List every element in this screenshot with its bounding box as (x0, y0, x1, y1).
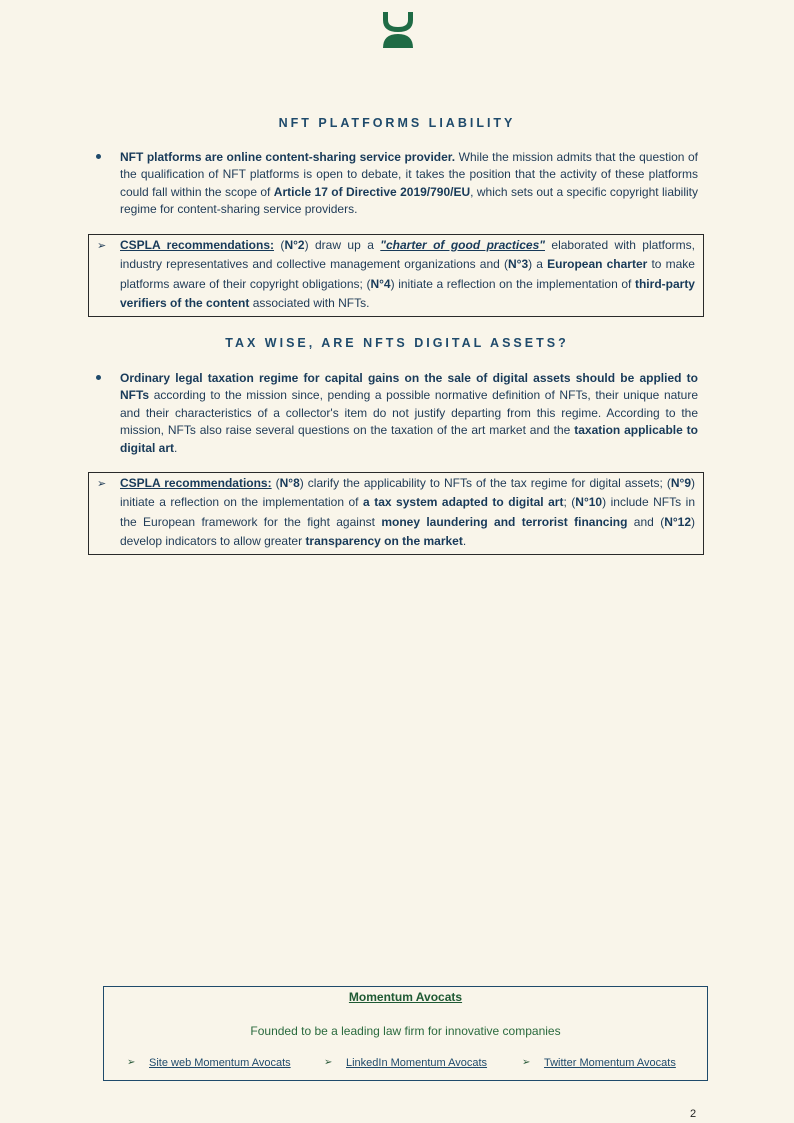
link-linkedin[interactable] (324, 1057, 488, 1069)
rec-text: associated with NFTs. (249, 295, 370, 310)
bullet-text: according to the mission since, pending a possible normative definition of NFTs, their unique nature and their characteristics of a collector's item do not justify departing from this regime. According to the mission, NFTs also raise several questions on the taxation of the art market and the (120, 388, 698, 438)
rec-text: ) develop indicators to allow greater (120, 514, 696, 548)
bullet-taxation (96, 370, 698, 457)
arrow-bullet-icon: ➢ (97, 478, 107, 490)
footer-firm-name-link[interactable]: Momentum Avocats (348, 990, 463, 1004)
rec-text: elaborated with platforms, industry representatives and collective management organizations and ( (120, 238, 695, 272)
arrow-bullet-icon: ➢ (97, 240, 107, 252)
arrow-bullet-icon: ➢ (127, 1057, 136, 1068)
rec-text: ) initiate a reflection on the implementation of (120, 476, 695, 510)
bullet-text: , which sets out a specific copyright liability regime for content-sharing service providers. (120, 184, 699, 217)
rec-text: ; ( (563, 495, 576, 510)
link-twitter[interactable] (522, 1057, 676, 1069)
section-heading-nft-platforms-liability: NFT PLATFORMS LIABILITY (278, 116, 516, 130)
rec-number: N°10 (575, 495, 603, 510)
rec-bold: money laundering and terrorist financing (381, 514, 628, 529)
page-number: 2 (690, 1108, 697, 1120)
rec-number: N°8 (279, 476, 300, 490)
rec-quote: "charter of good practices" (380, 238, 545, 252)
link-label: Twitter Momentum Avocats (544, 1057, 676, 1069)
rec-text: ( (274, 238, 285, 252)
rec-text: ( (271, 476, 280, 490)
rec-text: ) clarify the applicability to NFTs of the tax regime for digital assets; ( (299, 476, 671, 490)
recommendation-label: CSPLA recommendations: (120, 476, 272, 490)
bullet-dot-icon (96, 154, 101, 159)
rec-bold: European charter (547, 257, 648, 272)
bullet-bold-text: NFT platforms are online content-sharing service provider. (120, 150, 456, 164)
bullet-bold-text: Article 17 of Directive 2019/790/EU (273, 184, 471, 199)
rec-number: N°12 (664, 514, 692, 529)
bullet-bold-text: taxation applicable to digital art (120, 423, 698, 455)
rec-text: ) include NFTs in the European framework for the fight against (120, 495, 695, 529)
rec-bold: transparency on the market (305, 533, 463, 548)
bullet-text: . (174, 440, 178, 455)
arrow-bullet-icon: ➢ (522, 1057, 531, 1068)
section-heading-tax-wise: TAX WISE, ARE NFTS DIGITAL ASSETS? (225, 336, 569, 350)
rec-number: N°2 (284, 238, 305, 252)
recommendation-box-2 (88, 472, 704, 555)
bullet-dot-icon (96, 375, 101, 380)
rec-text: ) initiate a reflection on the implementation of (390, 276, 635, 291)
bullet-nft-platforms (96, 149, 698, 219)
rec-number: N°3 (507, 257, 529, 272)
link-label: Site web Momentum Avocats (149, 1057, 291, 1069)
rec-number: N°4 (370, 276, 391, 291)
rec-text: ) a (528, 257, 548, 272)
recommendation-box-1 (88, 234, 704, 317)
footer-box (103, 986, 708, 1081)
momentum-avocats-logo-icon (380, 10, 416, 50)
arrow-bullet-icon: ➢ (324, 1057, 333, 1068)
rec-bold: a tax system adapted to digital art (363, 495, 564, 510)
rec-number: N°9 (670, 476, 691, 490)
rec-text: to make platforms aware of their copyright obligations; ( (120, 257, 695, 291)
rec-bold: third-party verifiers of the content (120, 276, 695, 310)
recommendation-label: CSPLA recommendations: (120, 238, 275, 252)
rec-text: and ( (627, 514, 665, 529)
rec-text: . (462, 533, 467, 548)
link-site-web[interactable] (127, 1057, 291, 1069)
bullet-text: While the mission admits that the question of the qualification of NFT platforms is open to debate, it takes the position that the activity of these platforms could fall within the scope of (120, 150, 699, 199)
bullet-bold-text: Ordinary legal taxation regime for capital gains on the sale of digital assets should be applied to NFTs (120, 371, 698, 403)
link-label: LinkedIn Momentum Avocats (346, 1057, 488, 1069)
footer-tagline: Founded to be a leading law firm for innovative companies (250, 1024, 561, 1038)
rec-text: ) draw up a (304, 238, 381, 252)
